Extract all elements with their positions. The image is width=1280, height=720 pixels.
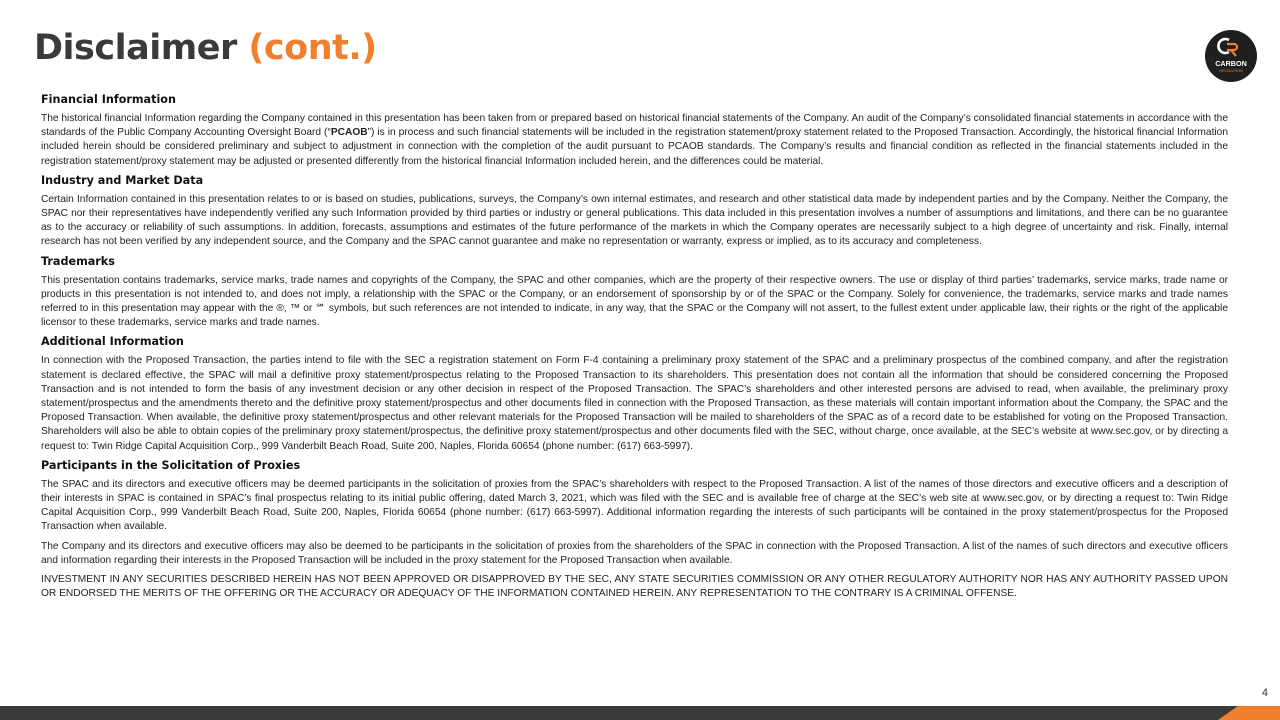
additional-paragraph: In connection with the Proposed Transaction, the parties intend to file with the SEC a registration statement on Form F-4 containing a preliminary proxy statement of the SPAC and a preliminary prospectus of the combined company, and after the registration statement is declared effective, the SPAC will mail a definitive proxy statement/prospectus relating to the Proposed Transaction to its shareholders. This presentation does not contain all the information that should be considered concerning the Proposed Transaction and is not intended to form the basis of any investment decision or any other decision in respect of the Proposed Transaction. The SPAC’s shareholders and other interested persons are advised to read, when available, the preliminary proxy statement/prospectus and the amendments thereto and the definitive proxy statement/prospectus and other documents filed in connection with the Proposed Transaction, as these materials will contain important information about the Company, the SPAC and the Proposed Transaction. When available, the definitive proxy statement/prospectus and other relevant materials for the Proposed Transaction will be mailed to shareholders of the SPAC as of a record date to be established for voting on the Proposed Transaction. Shareholders will also be able to obtain copies of the preliminary proxy statement/prospectus, the definitive proxy statement/prospectus and other documents filed with the SEC, without charge, once available, at the SEC’s website at www.sec.gov, or by directing a request to: Twin Ridge Capital Acquisition Corp., 999 Vanderbilt Beach Road, Suite 200, Naples, Florida 60654 (phone number: (617) 663-5997). [41, 355, 1228, 452]
financial-text-part1: The historical financial Information regarding the Company contained in this presentation has been taken from or prepared based on historical financial statements of the Company. An audit of the Company’s consolidated financial statements in accordance with the standards of the Public Company Accounting Oversight Board (“ [41, 113, 1228, 139]
industry-paragraph: Certain Information contained in this presentation relates to or is based on studies, publications, surveys, the Company’s own internal estimates, and research and other statistical data made by independent parties and by the Company. Neither the Company, the SPAC nor their representatives have independently verified any such Information provided by third parties or industry or general publications. This data included in this presentation involves a number of assumptions and limitations, and there can be no guarantee as to the accuracy or reliability of such assumptions. In addition, forecasts, assumptions and estimates of the future performance of the markets in which the Company operates are necessarily subject to a high degree of uncertainty and risk. Finally, internal research has not been verified by any independent source, and the Company and the SPAC cannot guarantee and make no representation or warranty, express or implied, as to its accuracy and completeness. [41, 193, 1228, 248]
trademarks-paragraph: This presentation contains trademarks, service marks, trade names and copyrights of the Company, the SPAC and other companies, which are the property of their respective owners. The use or display of third parties’ trademarks, service marks, trade name or products in this presentation is not intended to, and does not imply, a relationship with the SPAC or the Company, or an endorsement of sponsorship by or of the SPAC or the Company. Solely for convenience, the trademarks, service marks and trade names referred to in this presentation may appear with the ®, ™ or ℠ symbols, but such references are not intended to indicate, in any way, that the SPAC or the Company will not assert, to the fullest extent under applicable law, their rights or the right of the applicable licensor to these trademarks, service marks and trade names. [41, 274, 1228, 329]
section-heading-financial: Financial Information [41, 93, 176, 106]
financial-text-part2: ”) is in process and such financial statements will be included in the registration statement/proxy statement related to the Proposed Transaction. Accordingly, the historical financial Information included herein should be considered preliminary and subject to adjustment in connection with the completion of the audit pursuant to PCAOB standards. The Company’s results and financial condition as reflected in the financial statements included in the registration statement/proxy statement may be adjusted or presented differently from the historical financial Information included herein, and the differences could be material. [41, 127, 1229, 167]
cr-monogram-icon [1205, 30, 1257, 82]
participants-paragraph-1: The SPAC and its directors and executive officers may be deemed participants in the solicitation of proxies from the SPAC’s shareholders with respect to the Proposed Transaction. A list of the names of those directors and executive officers and a description of their interests in SPAC is contained in SPAC’s final prospectus relating to its initial public offering, dated March 3, 2021, which was filed with the SEC and is available free of charge at the SEC’s web site at www.sec.gov, or by directing a request to: Twin Ridge Capital Acquisition Corp., 999 Vanderbilt Beach Road, Suite 200, Naples, Florida 60654 (phone number: (617) 663-5997). Additional information regarding the interests of such participants will be contained in the proxy statement/prospectus for the Proposed Transaction when available. [41, 478, 1228, 533]
participants-paragraph-2: The Company and its directors and executive officers may also be deemed to be participants in the solicitation of proxies from the shareholders of the SPAC in connection with the Proposed Transaction. A list of the names of such directors and executive officers and information regarding their interests in the Proposed Transaction will be included in the proxy statement for the Proposed Transaction when available. [41, 540, 1228, 566]
disclaimer-body [41, 93, 1228, 606]
pcaob-term: PCAOB [330, 127, 368, 139]
section-heading-trademarks: Trademarks [41, 254, 115, 268]
page-title [34, 26, 377, 70]
section-heading-industry: Industry and Market Data [41, 173, 204, 187]
title-main: Disclaimer [34, 28, 237, 68]
financial-paragraph [41, 112, 1228, 169]
investment-warning: INVESTMENT IN ANY SECURITIES DESCRIBED HEREIN HAS NOT BEEN APPROVED OR DISAPPROVED BY THE SEC, ANY STATE SECURITIES COMMISSION OR ANY OTHER REGULATORY AUTHORITY NOR HAS ANY AUTHORITY PASSED UPON OR ENDORSED THE MERITS OF THE OFFERING OR THE ACCURACY OR ADEQUACY OF THE INFORMATION CONTAINED HEREIN. ANY REPRESENTATION TO THE CONTRARY IS A CRIMINAL OFFENSE. [41, 574, 1228, 600]
footer-bar [0, 706, 1280, 720]
section-heading-participants: Participants in the Solicitation of Proxies [41, 458, 301, 472]
title-accent: (cont.) [248, 28, 377, 68]
section-heading-additional: Additional Information [41, 335, 184, 349]
carbon-revolution-logo [1205, 30, 1257, 82]
logo-text-line1: CARBON [1215, 59, 1247, 68]
page-number: 4 [1261, 687, 1268, 699]
logo-text-line2: REVOLUTION [1219, 69, 1243, 73]
